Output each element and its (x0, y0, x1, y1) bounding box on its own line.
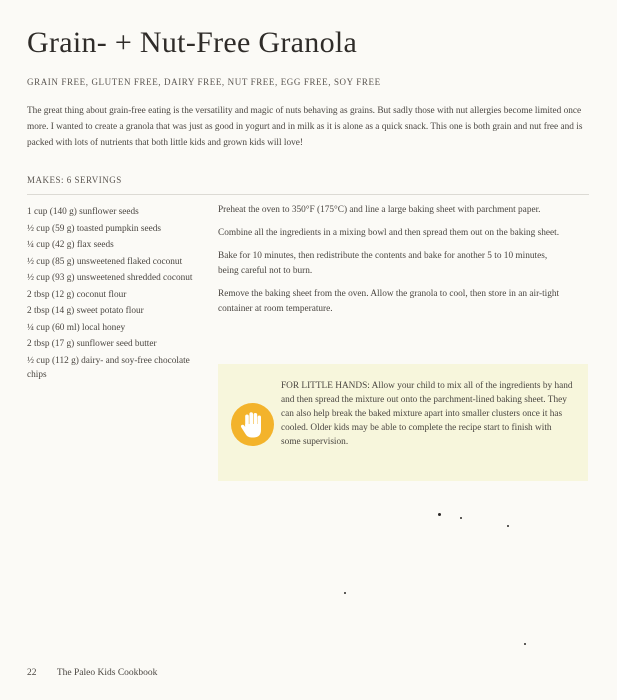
raised-hand-icon (231, 403, 274, 446)
method-step: Preheat the oven to 350°F (175°C) and line a large baking sheet with parchment paper. (218, 205, 541, 215)
method-step: Bake for 10 minutes, then redistribute the contents and bake for another 5 to 10 minutes, being careful not to burn. (218, 251, 548, 276)
ingredient-item: 2 tbsp (17 g) sunflower seed butter (27, 339, 157, 349)
method-step: Combine all the ingredients in a mixing bowl and then spread them out on the baking sheet. (218, 228, 560, 238)
servings-label: MAKES: 6 SERVINGS (27, 175, 122, 185)
divider (27, 194, 589, 195)
recipe-title: Grain- + Nut-Free Granola (27, 26, 358, 59)
ingredient-list (27, 205, 197, 384)
print-speck (524, 643, 526, 645)
recipe-intro: The great thing about grain-free eating is the versatility and magic of nuts behaving as grains. But sadly those with nut allergies become limited once more. I wanted to create a granola that was just as good in yogurt and in milk as it is alone as a quick snack. This one is both grain and nut free and is packed with lots of nutrients that both little kids and grown kids will love! (27, 106, 583, 148)
print-speck (344, 592, 346, 594)
ingredient-item: ¼ cup (60 ml) local honey (27, 322, 126, 333)
ingredient-item: 1 cup (140 g) sunflower seeds (27, 207, 139, 217)
book-title: The Paleo Kids Cookbook (56, 668, 158, 678)
ingredient-item: ¼ cup (42 g) flax seeds (27, 240, 114, 250)
page-number: 22 (27, 668, 37, 678)
tip-text: FOR LITTLE HANDS: Allow your child to mix all of the ingredients by hand and then spread the mixture out onto the parchment-lined baking sheet. They can also help break the baked mixture apart into smaller clusters once it has cooled. Older kids may be able to complete the recipe start to finish with some supervision. (281, 381, 573, 447)
print-speck (460, 517, 462, 519)
ingredient-item: 2 tbsp (12 g) coconut flour (27, 289, 127, 300)
little-hands-tip-box (218, 364, 588, 481)
print-speck (507, 525, 509, 527)
ingredient-item: ½ cup (112 g) dairy- and soy-free chocolate chips (27, 355, 190, 380)
method-step: Remove the baking sheet from the oven. Allow the granola to cool, then store in an air-tight container at room temperature. (218, 289, 560, 314)
diet-tags: GRAIN FREE, GLUTEN FREE, DAIRY FREE, NUT FREE, EGG FREE, SOY FREE (27, 77, 381, 87)
ingredient-item: 2 tbsp (14 g) sweet potato flour (27, 306, 144, 316)
ingredient-item: ½ cup (85 g) unsweetened flaked coconut (27, 256, 183, 267)
ingredient-item: ½ cup (93 g) unsweetened shredded coconut (27, 273, 193, 283)
ingredient-item: ½ cup (59 g) toasted pumpkin seeds (27, 223, 162, 234)
page-footer (27, 668, 157, 678)
method-steps (218, 203, 564, 325)
print-speck (438, 513, 441, 516)
